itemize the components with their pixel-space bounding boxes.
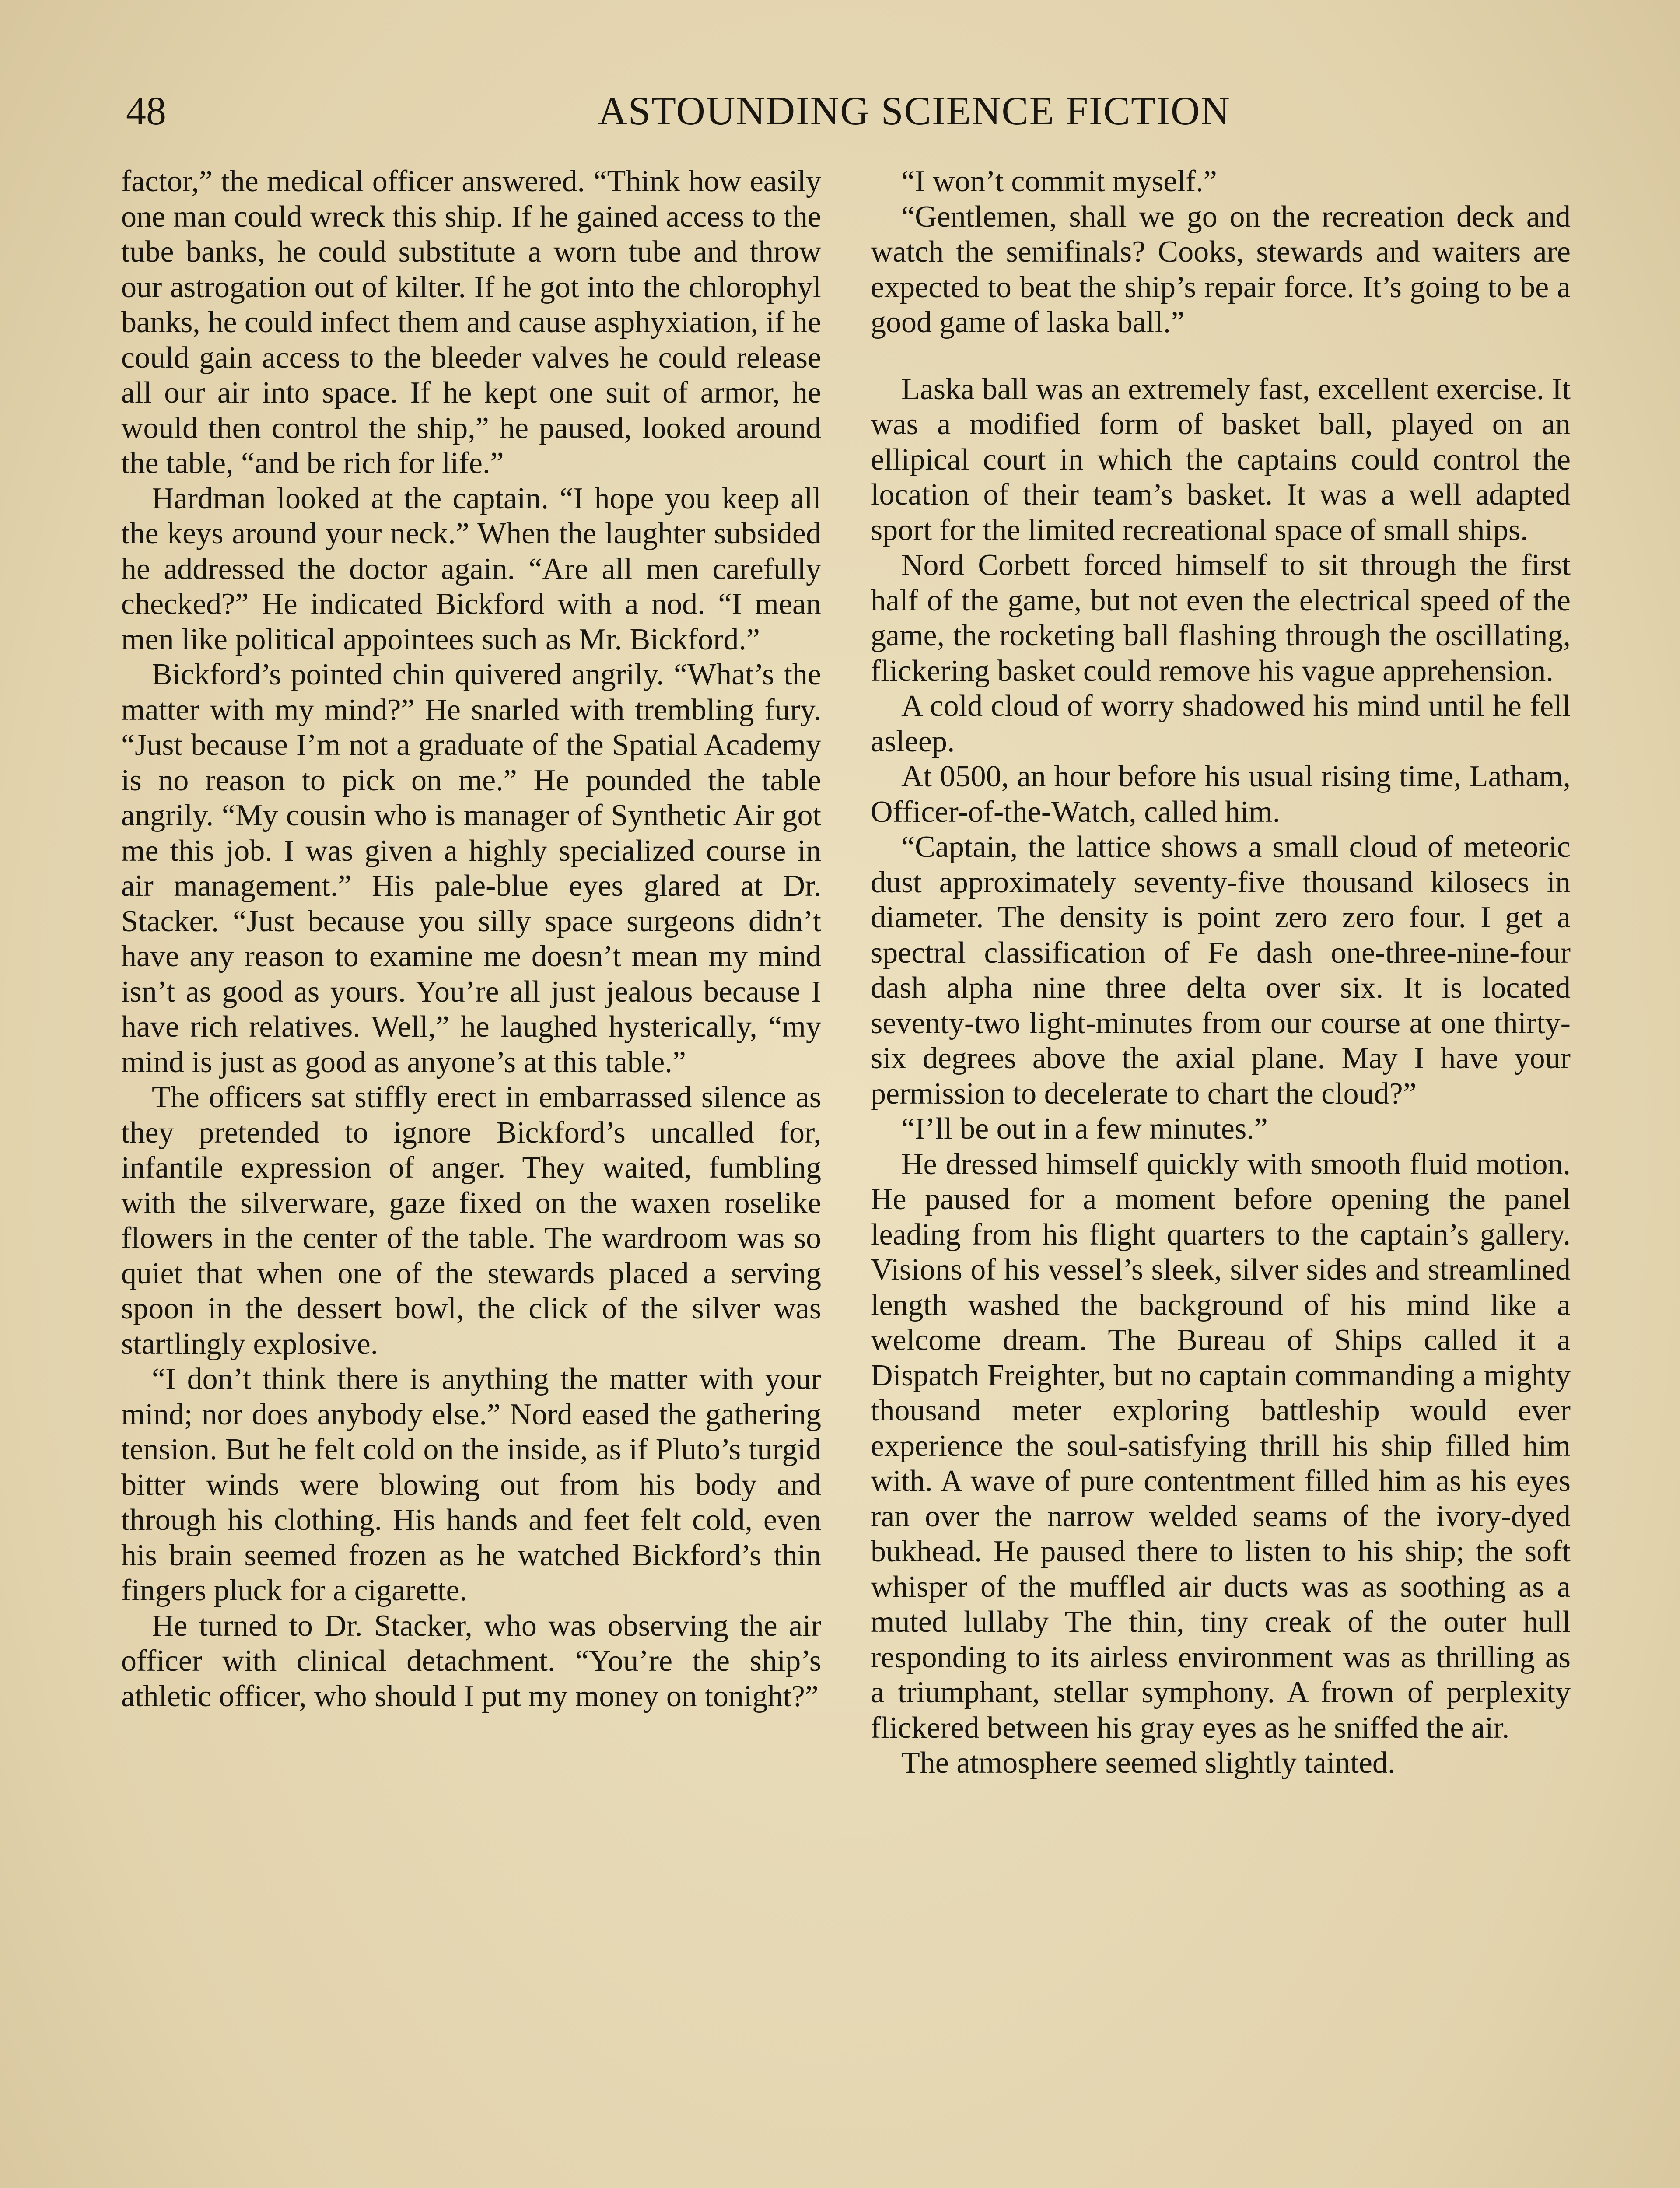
paragraph: “I’ll be out in a few minutes.”	[901, 1112, 1268, 1146]
right-column	[871, 164, 1571, 1781]
paragraph: A cold cloud of worry shadowed his mind until he fell asleep.	[871, 689, 1571, 758]
paragraph: He turned to Dr. Stacker, who was observing the air officer with clinical detachment. “You’re the ship’s athletic officer, who should I put my money on tonight?”	[121, 1609, 821, 1713]
left-column	[121, 164, 821, 1714]
paragraph: Nord Corbett forced himself to sit through the first half of the game, but not even the electrical speed of the game, the rocketing ball flashing through the oscillating, flickering basket could remove his vague apprehension.	[871, 548, 1571, 688]
paragraph: “I don’t think there is anything the matter with your mind; nor does anybody else.” Nord eased the gathering tension. But he felt cold on the inside, as if Pluto’s turgid bitter winds were blowing out from his body and through his clothing. His hands and feet felt cold, even his brain seemed frozen as he watched Bickford’s thin fingers pluck for a cigarette.	[121, 1362, 821, 1607]
running-head: ASTOUNDING SCIENCE FICTION	[598, 88, 1231, 133]
paragraph: The officers sat stiffly erect in embarrassed silence as they pretended to ignore Bickford’s uncalled for, infantile expression of anger. They waited, fumbling with the silverware, gaze fixed on the waxen roselike flowers in the center of the table. The wardroom was so quiet that when one of the stewards placed a serving spoon in the dessert bowl, the click of the silver was startlingly explosive.	[121, 1080, 821, 1361]
paragraph: Bickford’s pointed chin quivered angrily. “What’s the matter with my mind?” He snarled with trembling fury. “Just because I’m not a graduate of the Spatial Academy is no reason to pick on me.” He pounded the table angrily. “My cousin who is manager of Synthetic Air got me this job. I was given a highly specialized course in air management.” His pale-blue eyes glared at Dr. Stacker. “Just because you silly space surgeons didn’t have any reason to examine me doesn’t mean my mind isn’t as good as yours. You’re all just jealous because I have rich relatives. Well,” he laughed hysterically, “my mind is just as good as anyone’s at this table.”	[121, 658, 821, 1079]
page-header	[118, 78, 1571, 144]
paragraph: “Captain, the lattice shows a small cloud of meteoric dust approximately seventy-five thousand kilosecs in diameter. The density is point zero zero four. I get a spectral classification of Fe dash one-three-nine-four dash alpha nine three delta over six. It is located seventy-two light-minutes from our course at one thirty-six degrees above the axial plane. May I have your permission to decelerate to chart the cloud?”	[871, 830, 1571, 1111]
paragraph: Laska ball was an extremely fast, excellent exercise. It was a modified form of basket ball, played on an ellipical court in which the captains could control the location of their team’s basket. It was a well adapted sport for the limited recreational space of small ships.	[871, 372, 1571, 547]
page-number: 48	[126, 88, 166, 133]
paragraph: “I won’t commit myself.”	[901, 165, 1217, 198]
paragraph: He dressed himself quickly with smooth fluid motion. He paused for a moment before opening the panel leading from his flight quarters to the captain’s gallery. Visions of his vessel’s sleek, silver sides and streamlined length washed the background of his mind like a welcome dream. The Bureau of Ships called it a Dispatch Freighter, but no captain commanding a mighty thousand meter exploring battleship would ever experience the soul-satisfying thrill his ship filled him with. A wave of pure contentment filled him as his eyes ran over the narrow welded seams of the ivory-dyed bukhead. He paused there to listen to his ship; the soft whisper of the muffled air ducts was as soothing as a muted lullaby The thin, tiny creak of the outer hull responding to its airless environment was as thrilling as a triumphant, stellar symphony. A frown of perplexity flickered between his gray eyes as he sniffed the air.	[871, 1147, 1571, 1745]
paragraph: At 0500, an hour before his usual rising time, Latham, Officer-of-the-Watch, called him.	[871, 760, 1571, 829]
paragraph: Hardman looked at the captain. “I hope you keep all the keys around your neck.” When the laughter subsided he addressed the doctor again. “Are all men carefully checked?” He indicated Bickford with a nod. “I mean men like political appointees such as Mr. Bickford.”	[121, 481, 821, 656]
paragraph: factor,” the medical officer answered. “Think how easily one man could wreck this ship. If he gained access to the tube banks, he could substitute a worn tube and throw our astrogation out of kilter. If he got into the chlorophyl banks, he could infect them and cause asphyxiation, if he could gain access to the bleeder valves he could release all our air into space. If he kept one suit of armor, he would then control the ship,” he paused, looked around the table, “and be rich for life.”	[121, 165, 821, 480]
paragraph: “Gentlemen, shall we go on the recreation deck and watch the semifinals? Cooks, stewards and waiters are expected to beat the ship’s repair force. It’s going to be a good game of laska ball.”	[871, 200, 1571, 339]
paragraph: The atmosphere seemed slightly tainted.	[901, 1746, 1396, 1780]
